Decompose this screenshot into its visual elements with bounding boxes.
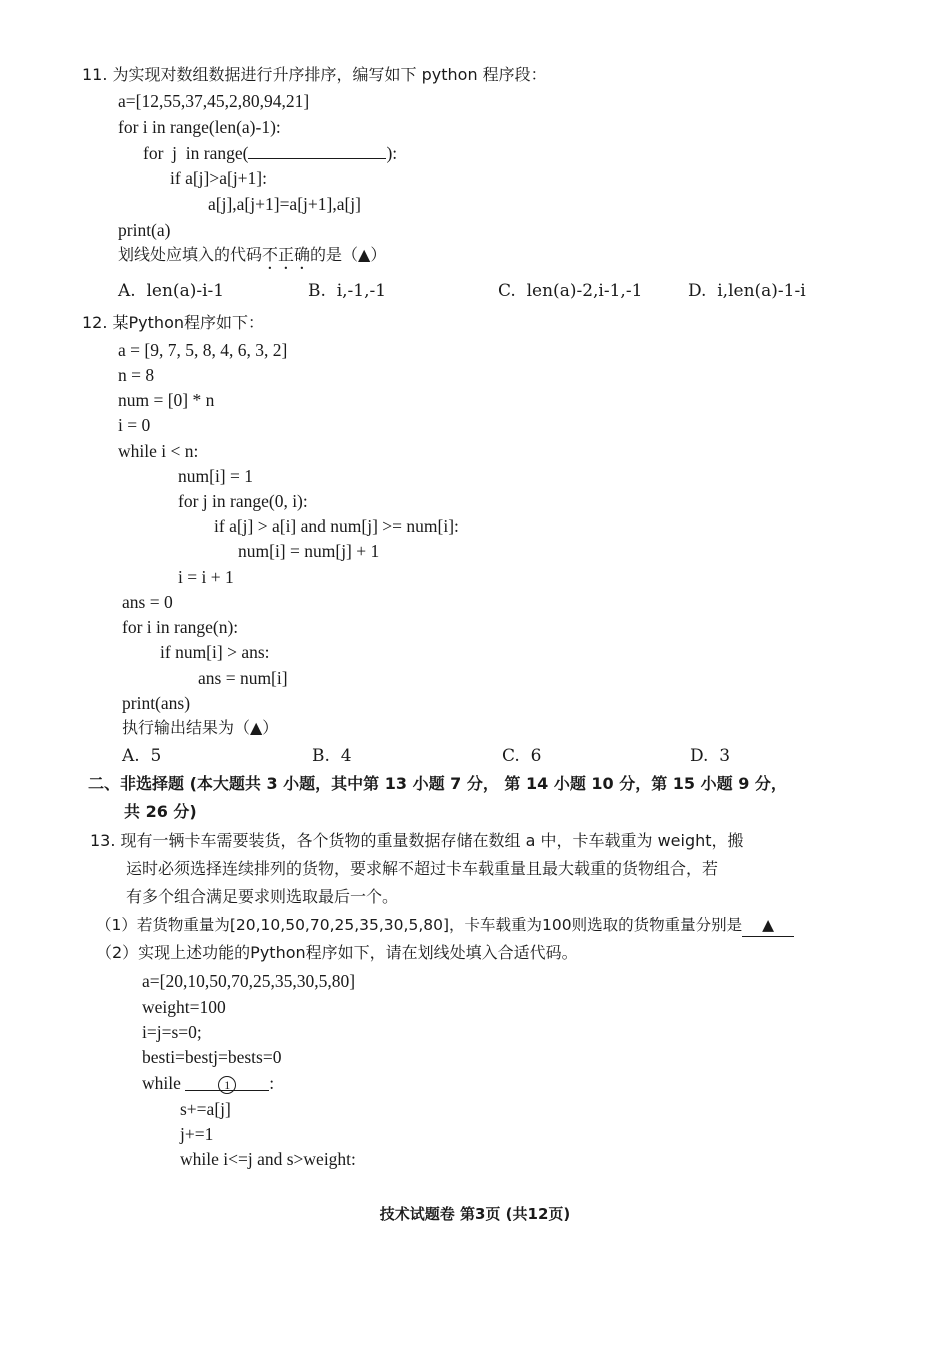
q12-question: 执行输出结果为（▲） [122, 718, 279, 737]
q12-option-c: C. 6 [502, 746, 542, 766]
q13-part1 [96, 914, 794, 936]
q12-code-line: n = 8 [118, 365, 155, 385]
q12-code-line: i = i + 1 [178, 567, 234, 587]
q13-code-line: j+=1 [180, 1124, 214, 1144]
q11-code-post: ): [386, 143, 398, 163]
q11-ask-emphasis: 不正确 [262, 245, 311, 264]
q12-option-b: B. 4 [312, 746, 352, 766]
q11-code-line: if a[j]>a[j+1]: [170, 168, 267, 188]
q11-code-line: for i in range(len(a)-1): [118, 117, 281, 137]
q11-code-pre: for j in range( [143, 143, 249, 163]
q12-code-line: num = [0] * n [118, 390, 215, 410]
q12-code-line: if a[j] > a[i] and num[j] >= num[i]: [214, 516, 459, 536]
q11-question [118, 244, 386, 266]
q11-option-c: C. len(a)-2,i-1,-1 [498, 281, 643, 301]
q13-stem: 运时必须选择连续排列的货物，要求解不超过卡车载重量且最大载重的货物组合，若 [126, 859, 719, 878]
q13-while-keyword: while [142, 1073, 186, 1093]
q12-code-line: num[i] = 1 [178, 466, 253, 486]
q13-part2: （2）实现上述功能的Python程序如下，请在划线处填入合适代码。 [96, 943, 578, 962]
q11-option-b: B. i,-1,-1 [308, 281, 387, 301]
q12-code-line: a = [9, 7, 5, 8, 4, 6, 3, 2] [118, 340, 288, 360]
q13-stem: 13. 现有一辆卡车需要装货，各个货物的重量数据存储在数组 a 中，卡车载重为 weight，搬 [90, 831, 744, 850]
q12-option-d: D. 3 [690, 746, 731, 766]
blank-number-marker: 1 [218, 1076, 236, 1094]
q13-code-line: weight=100 [142, 997, 226, 1017]
q13-colon: : [269, 1073, 275, 1093]
q12-code-line: num[i] = num[j] + 1 [238, 541, 380, 561]
q11-code-line: print(a) [118, 220, 171, 240]
q11-answer-blank [248, 142, 386, 159]
page-footer: 技术试题卷 第3页 (共12页) [379, 1205, 571, 1223]
q13-code-line: s+=a[j] [180, 1099, 231, 1119]
q13-code-line: while i<=j and s>weight: [180, 1149, 356, 1169]
q11-ask-text: 划线处应填入的代码 [118, 245, 263, 264]
q13-code-line: i=j=s=0; [142, 1022, 202, 1042]
q12-code-line: ans = num[i] [198, 668, 288, 688]
q13-part1-blank: ▲ [742, 914, 794, 937]
q11-code-line: a[j],a[j+1]=a[j+1],a[j] [208, 194, 361, 214]
q13-blank-1 [185, 1072, 269, 1091]
q13-code-line: a=[20,10,50,70,25,35,30,5,80] [142, 971, 356, 991]
q12-code-line: ans = 0 [122, 592, 173, 612]
q11-code-line: a=[12,55,37,45,2,80,94,21] [118, 91, 310, 111]
q12-code-line: while i < n: [118, 441, 199, 461]
q11-option-d: D. i,len(a)-1-i [688, 281, 806, 301]
q11-stem: 11. 为实现对数组数据进行升序排序，编写如下 python 程序段： [82, 65, 547, 84]
q11-code-line [143, 142, 397, 164]
q12-option-a: A. 5 [122, 746, 162, 766]
q12-code-line: if num[i] > ans: [160, 642, 270, 662]
q13-part1-text: （1）若货物重量为[20,10,50,70,25,35,30,5,80]，卡车载重为100则选取的货物重量分别是 [96, 916, 743, 934]
q12-code-line: print(ans) [122, 693, 191, 713]
q13-code-line [142, 1072, 274, 1094]
q12-stem: 12. 某Python程序如下： [82, 313, 264, 332]
section2-heading: 二、非选择题 (本大题共 3 小题，其中第 13 小题 7 分， 第 14 小题 10 分，第 15 小题 9 分， [88, 774, 787, 793]
q12-code-line: i = 0 [118, 415, 151, 435]
section2-heading-cont: 共 26 分) [124, 802, 197, 821]
q13-stem: 有多个组合满足要求则选取最后一个。 [126, 887, 399, 906]
q11-option-a: A. len(a)-i-1 [118, 281, 225, 301]
q13-code-line: besti=bestj=bests=0 [142, 1047, 282, 1067]
q12-code-line: for i in range(n): [122, 617, 239, 637]
q11-ask-text-end: 的是（▲） [310, 245, 387, 264]
q12-code-line: for j in range(0, i): [178, 491, 308, 511]
